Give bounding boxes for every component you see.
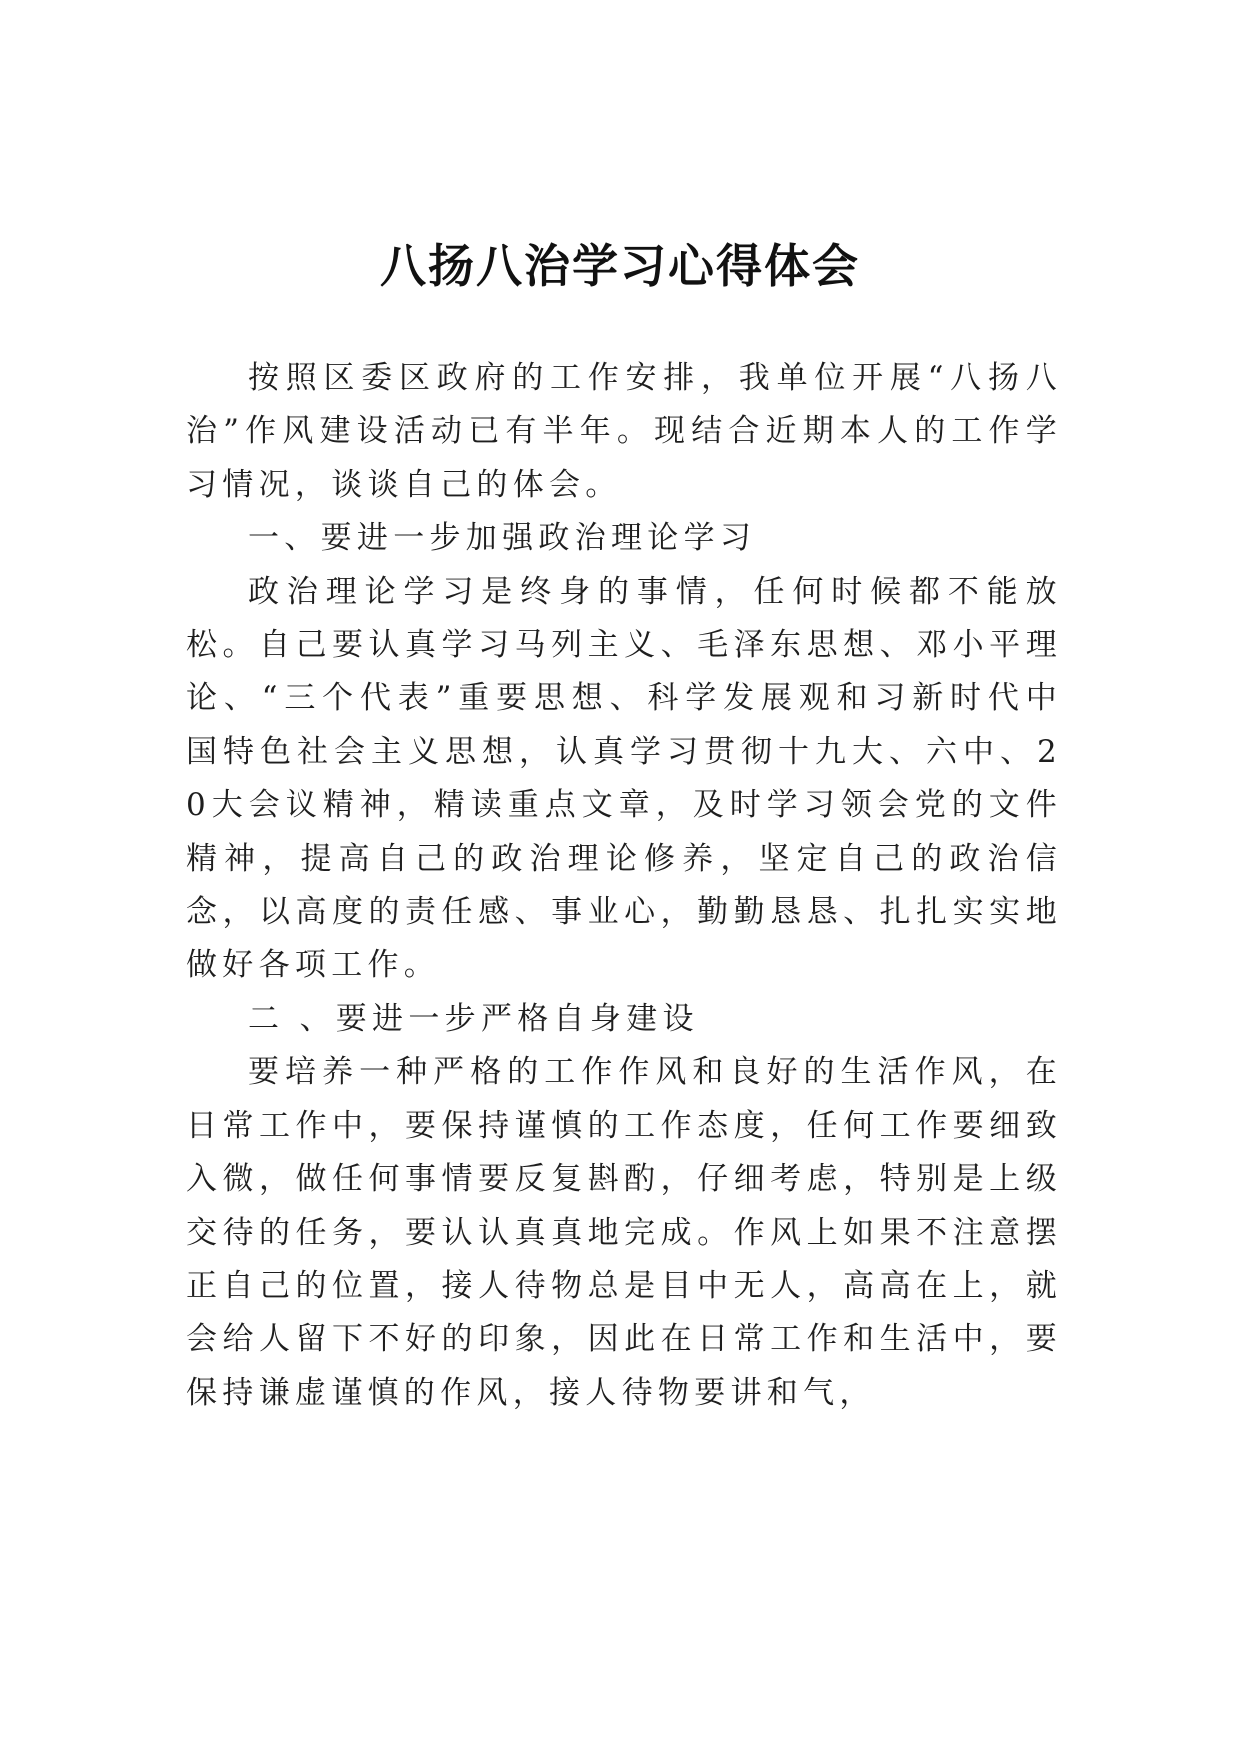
document-title: 八扬八治学习心得体会 <box>380 239 860 293</box>
intro-paragraph: 按照区委区政府的工作安排，我单位开展“八扬八治”作风建设活动已有半年。现结合近期本人的工作学习情况，谈谈自己的体会。 <box>186 360 1062 503</box>
document-body <box>186 352 1062 1420</box>
section-heading-2: 二 、要进一步严格自身建设 <box>248 1000 699 1037</box>
section-heading-1: 一、要进一步加强政治理论学习 <box>248 520 757 557</box>
section-1-paragraph: 政治理论学习是终身的事情，任何时候都不能放松。自己要认真学习马列主义、毛泽东思想、邓小平理论、“三个代表”重要思想、科学发展观和习新时代中国特色社会主义思想，认真学习贯彻十九大、六中、20大会议精神，精读重点文章，及时学习领会党的文件精神，提高自己的政治理论修养，坚定自己的政治信念，以高度的责任感、事业心，勤勤恳恳、扎扎实实地做好各项工作。 <box>186 573 1062 984</box>
section-2-paragraph: 要培养一种严格的工作作风和良好的生活作风，在日常工作中，要保持谨慎的工作态度，任何工作要细致入微，做任何事情要反复斟酌，仔细考虑，特别是上级交待的任务，要认认真真地完成。作风上如果不注意摆正自己的位置，接人待物总是目中无人，高高在上，就会给人留下不好的印象，因此在日常工作和生活中，要保持谦虚谨慎的作风，接人待物要讲和气， <box>186 1054 1062 1411</box>
